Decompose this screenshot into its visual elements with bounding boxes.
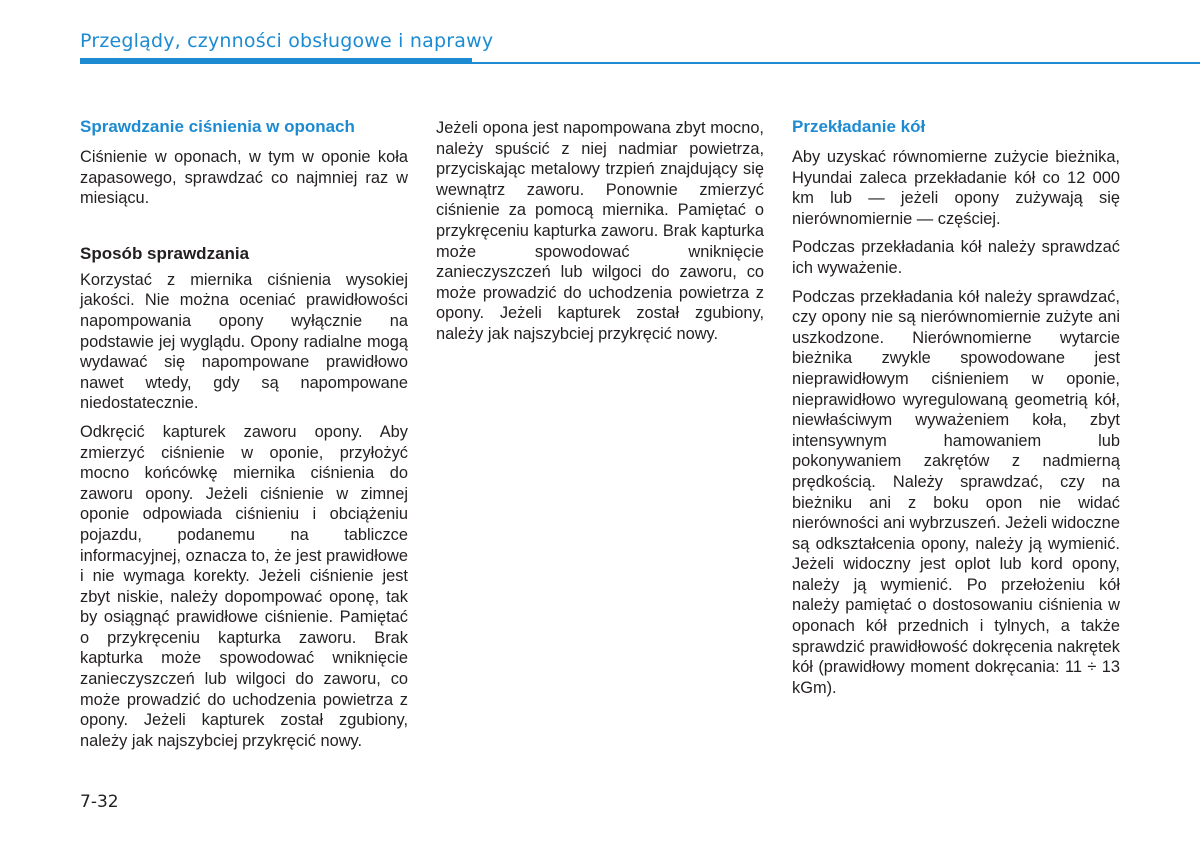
column-middle [436, 118, 764, 353]
paragraph-overinflated: Jeżeli opona jest napompowana zbyt mocno, należy spuścić z niej nadmiar powietrza, przyciskając metalowy trzpień znajdujący się wewnątrz zaworu. Ponownie zmierzyć ciśnienie za pomocą miernika. Pamiętać o przykręceniu kapturka zaworu. Brak kapturka może spowodować wniknięcie zanieczyszczeń lub wilgoci do zaworu, co może prowadzić do uchodzenia powietrza z opony. Jeżeli kapturek został zgubiony, należy jak najszybciej przykręcić nowy. [436, 119, 764, 343]
subheading-check-method: Sposób sprawdzania [80, 243, 250, 263]
section-header-title: Przeglądy, czynności obsługowe i naprawy [80, 30, 494, 52]
paragraph-gauge: Korzystać z miernika ciśnienia wysokiej jakości. Nie można oceniać prawidłowości napompowania opony wyłącznie na podstawie jej wyglądu. Opony radialne mogą wydawać się napompowane prawidłowo nawet wtedy, gdy są napompowane niedostatecznie. [80, 270, 408, 413]
paragraph-intro: Ciśnienie w oponach, w tym w oponie koła zapasowego, sprawdzać co najmniej raz w miesiącu. [80, 148, 408, 208]
header-rule-thin [472, 62, 1200, 64]
column-right [792, 116, 1120, 706]
spacer [80, 217, 408, 243]
paragraph-wear-check: Podczas przekładania kół należy sprawdzać, czy opony nie są nierównomiernie zużyte ani uszkodzone. Nierównomierne wytarcie bieżnika zwykle spowodowane jest nieprawidłowym ciśnieniem w oponie, nieprawidłowo wyregulowaną geometrią kół, niewłaściwym wyważeniem koła, zbyt intensywnym hamowaniem lub pokonywaniem zakrętów z nadmierną prędkością. Należy sprawdzać, czy na bieżniku ani z boku opon nie widać nierówności ani wybrzuszeń. Jeżeli widoczne są odkształcenia opony, należy ją wymienić. Jeżeli widoczny jest oplot lub kord opony, należy ją wymienić. Po przełożeniu kół należy pamiętać o dostosowaniu ciśnienia w oponach kół przednich i tylnych, a także sprawdzić prawidłowość dokręcenia nakrętek kół (prawidłowy moment dokręcania: 11 ÷ 13 kGm). [792, 287, 1120, 697]
heading-tire-pressure: Sprawdzanie ciśnienia w oponach [80, 117, 355, 136]
header-rule-thick [80, 58, 472, 64]
paragraph-balance: Podczas przekładania kół należy sprawdzać ich wyważenie. [792, 238, 1120, 277]
page-number: 7-32 [80, 792, 119, 812]
heading-tire-rotation: Przekładanie kół [792, 117, 926, 136]
paragraph-rotation-interval: Aby uzyskać równomierne zużycie bieżnika, Hyundai zaleca przekładanie kół co 12 000 km lub — jeżeli opony zużywają się nierównomiernie — częściej. [792, 148, 1120, 228]
paragraph-valve-cap: Odkręcić kapturek zaworu opony. Aby zmierzyć ciśnienie w oponie, przyłożyć mocno końcówkę miernika ciśnienia do zaworu opony. Jeżeli ciśnienie w zimnej oponie odpowiada ciśnieniu i obciążeniu pojazdu, podanemu na tabliczce informacyjnej, oznacza to, że jest prawidłowe i nie wymaga korekty. Jeżeli ciśnienie jest zbyt niskie, należy dopompować oponę, tak by osiągnąć prawidłowe ciśnienie. Pamiętać o przykręceniu kapturka zaworu. Brak kapturka może spowodować wniknięcie zanieczyszczeń lub wilgoci do zaworu, co może prowadzić do uchodzenia powietrza z opony. Jeżeli kapturek został zgubiony, należy jak najszybciej przykręcić nowy. [80, 422, 408, 750]
column-left [80, 116, 408, 759]
